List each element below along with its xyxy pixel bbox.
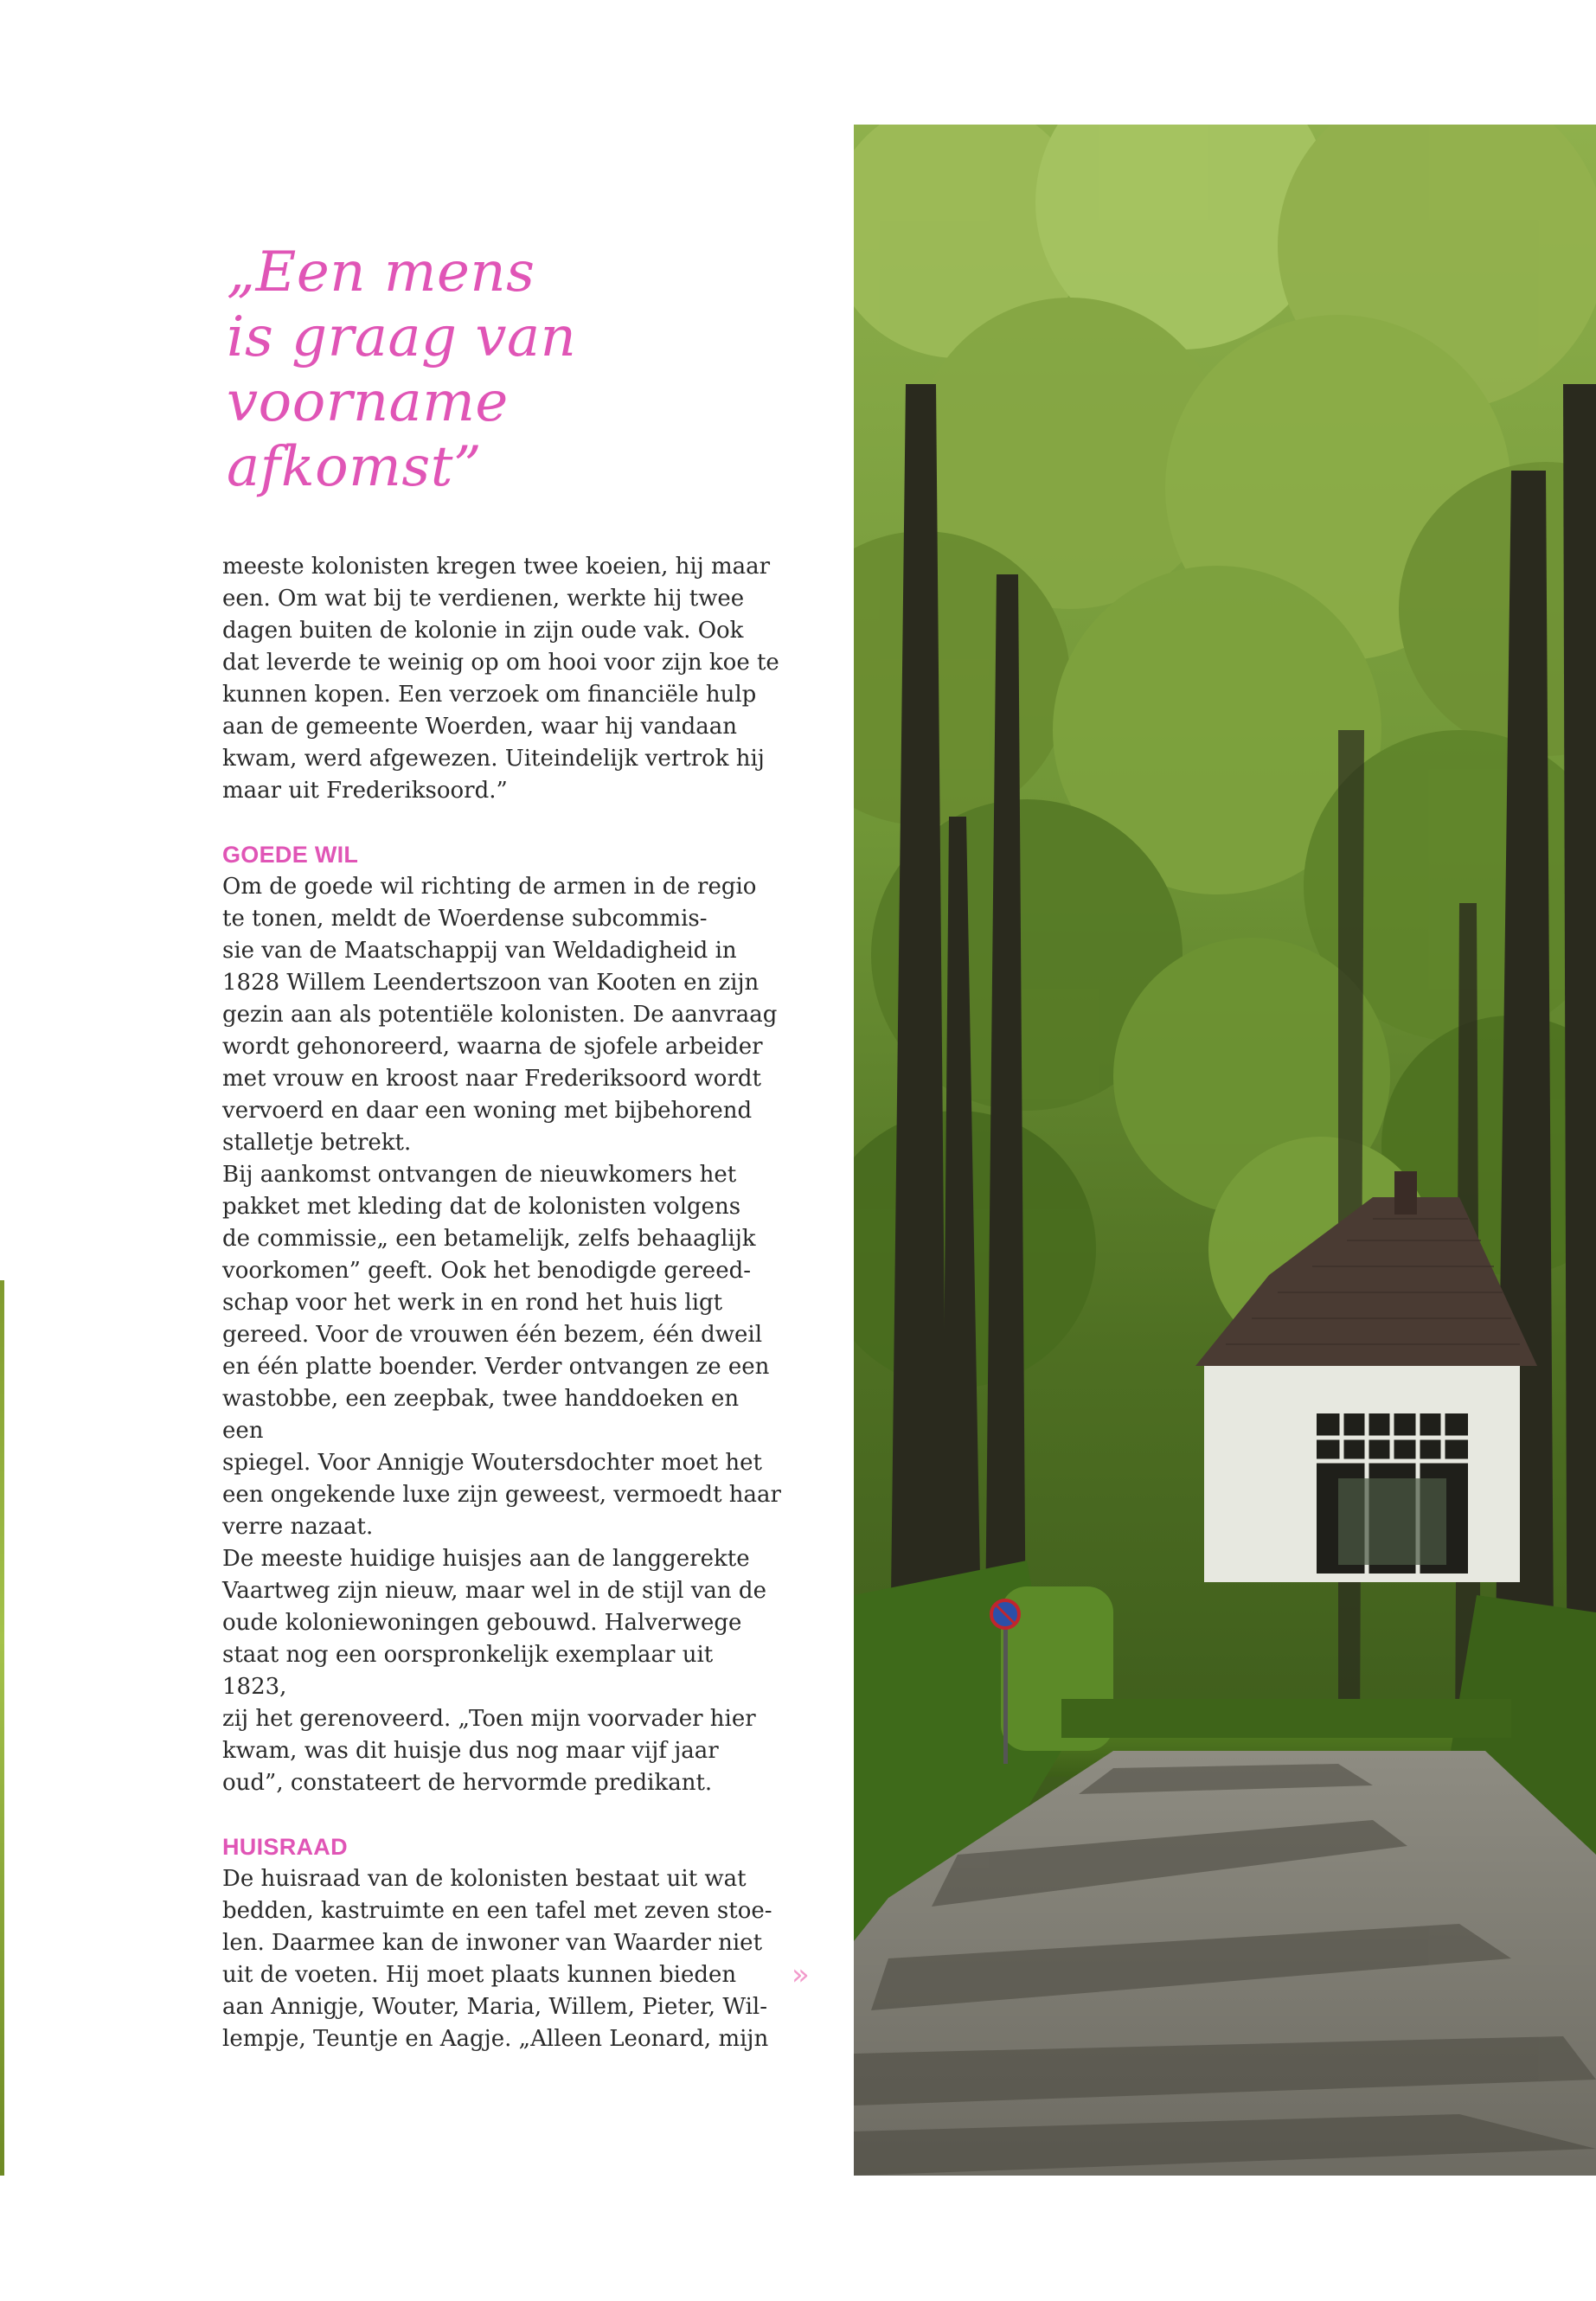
- pull-quote-line: „Een mens: [227, 240, 535, 304]
- text-line: wastobbe, een zeepbak, twee handdoeken en een: [222, 1386, 740, 1444]
- text-line: uit de voeten. Hij moet plaats kunnen bieden: [222, 1962, 737, 1988]
- text-line: gezin aan als potentiële kolonisten. De aanvraag: [222, 1002, 778, 1028]
- text-line: staat nog een oorspronkelijk exemplaar uit 1823,: [222, 1642, 714, 1700]
- text-line: bedden, kastruimte en een tafel met zeven stoe-: [222, 1898, 772, 1924]
- text-line: voorkomen” geeft. Ook het benodigde gereed-: [222, 1258, 752, 1284]
- section-heading-huisraad: HUISRAAD: [222, 1834, 348, 1860]
- text-line: aan Annigje, Wouter, Maria, Willem, Pieter, Wil-: [222, 1994, 768, 2020]
- text-line: en één platte boender. Verder ontvangen ze een: [222, 1354, 770, 1380]
- text-line: Bij aankomst ontvangen de nieuwkomers het: [222, 1162, 737, 1188]
- pull-quote-line: voorname: [227, 370, 509, 434]
- text-line: lempje, Teuntje en Aagje. „Alleen Leonard, mijn: [222, 2026, 769, 2052]
- text-line: De huisraad van de kolonisten bestaat uit wat: [222, 1866, 747, 1892]
- section-goede-wil-body: [222, 871, 783, 1799]
- text-line: een. Om wat bij te verdienen, werkte hij twee: [222, 586, 745, 612]
- text-line: Om de goede wil richting de armen in de regio: [222, 874, 757, 900]
- text-line: kunnen kopen. Een verzoek om financiële hulp: [222, 682, 757, 708]
- text-line: 1828 Willem Leendertszoon van Kooten en zijn: [222, 970, 760, 996]
- text-line: oud”, constateert de hervormde predikant.: [222, 1770, 713, 1796]
- photo-illustration: [854, 125, 1596, 2176]
- text-line: spiegel. Voor Annigje Woutersdochter moet het: [222, 1450, 762, 1476]
- text-line: met vrouw en kroost naar Frederiksoord wordt: [222, 1066, 761, 1092]
- spacer: [222, 807, 783, 839]
- adjacent-page-edge: [0, 1280, 4, 2176]
- text-line: kwam, was dit huisje dus nog maar vijf jaar: [222, 1738, 719, 1764]
- text-line: dat leverde te weinig op om hooi voor zijn koe te: [222, 650, 779, 676]
- intro-paragraph: [222, 551, 783, 807]
- article-body: [222, 551, 783, 2055]
- text-line: dagen buiten de kolonie in zijn oude vak. Ook: [222, 618, 744, 644]
- text-line: schap voor het werk in en rond het huis ligt: [222, 1290, 723, 1316]
- text-line: De meeste huidige huisjes aan de langgerekte: [222, 1546, 750, 1572]
- text-line: meeste kolonisten kregen twee koeien, hij maar: [222, 554, 771, 580]
- text-line: stalletje betrekt.: [222, 1130, 412, 1156]
- continue-arrow-icon: »: [792, 1958, 810, 1992]
- text-line: vervoerd en daar een woning met bijbehorend: [222, 1098, 753, 1124]
- section-huisraad-body: [222, 1863, 783, 2055]
- pull-quote-line: afkomst”: [227, 435, 483, 499]
- text-line: wordt gehonoreerd, waarna de sjofele arbeider: [222, 1034, 763, 1060]
- pull-quote: [227, 240, 676, 500]
- text-line: de commissie„ een betamelijk, zelfs behaaglijk: [222, 1226, 756, 1252]
- text-line: Vaartweg zijn nieuw, maar wel in de stijl van de: [222, 1578, 766, 1604]
- text-line: een ongekende luxe zijn geweest, vermoedt haar: [222, 1482, 781, 1508]
- text-line: te tonen, meldt de Woerdense subcommis-: [222, 906, 708, 932]
- spacer: [222, 1799, 783, 1831]
- text-line: len. Daarmee kan de inwoner van Waarder niet: [222, 1930, 763, 1956]
- text-line: maar uit Frederiksoord.”: [222, 778, 508, 804]
- section-heading-goede-wil: GOEDE WIL: [222, 842, 359, 868]
- text-line: pakket met kleding dat de kolonisten volgens: [222, 1194, 741, 1220]
- text-line: sie van de Maatschappij van Weldadigheid in: [222, 938, 737, 964]
- text-line: oude koloniewoningen gebouwd. Halverwege: [222, 1610, 742, 1636]
- pull-quote-line: is graag van: [227, 305, 577, 369]
- text-line: aan de gemeente Woerden, waar hij vandaan: [222, 714, 738, 740]
- text-line: kwam, werd afgewezen. Uiteindelijk vertrok hij: [222, 746, 765, 772]
- lane-house-photo: [854, 125, 1596, 2176]
- text-line: verre nazaat.: [222, 1514, 374, 1540]
- text-line: zij het gerenoveerd. „Toen mijn voorvader hier: [222, 1706, 756, 1732]
- text-line: gereed. Voor de vrouwen één bezem, één dweil: [222, 1322, 763, 1348]
